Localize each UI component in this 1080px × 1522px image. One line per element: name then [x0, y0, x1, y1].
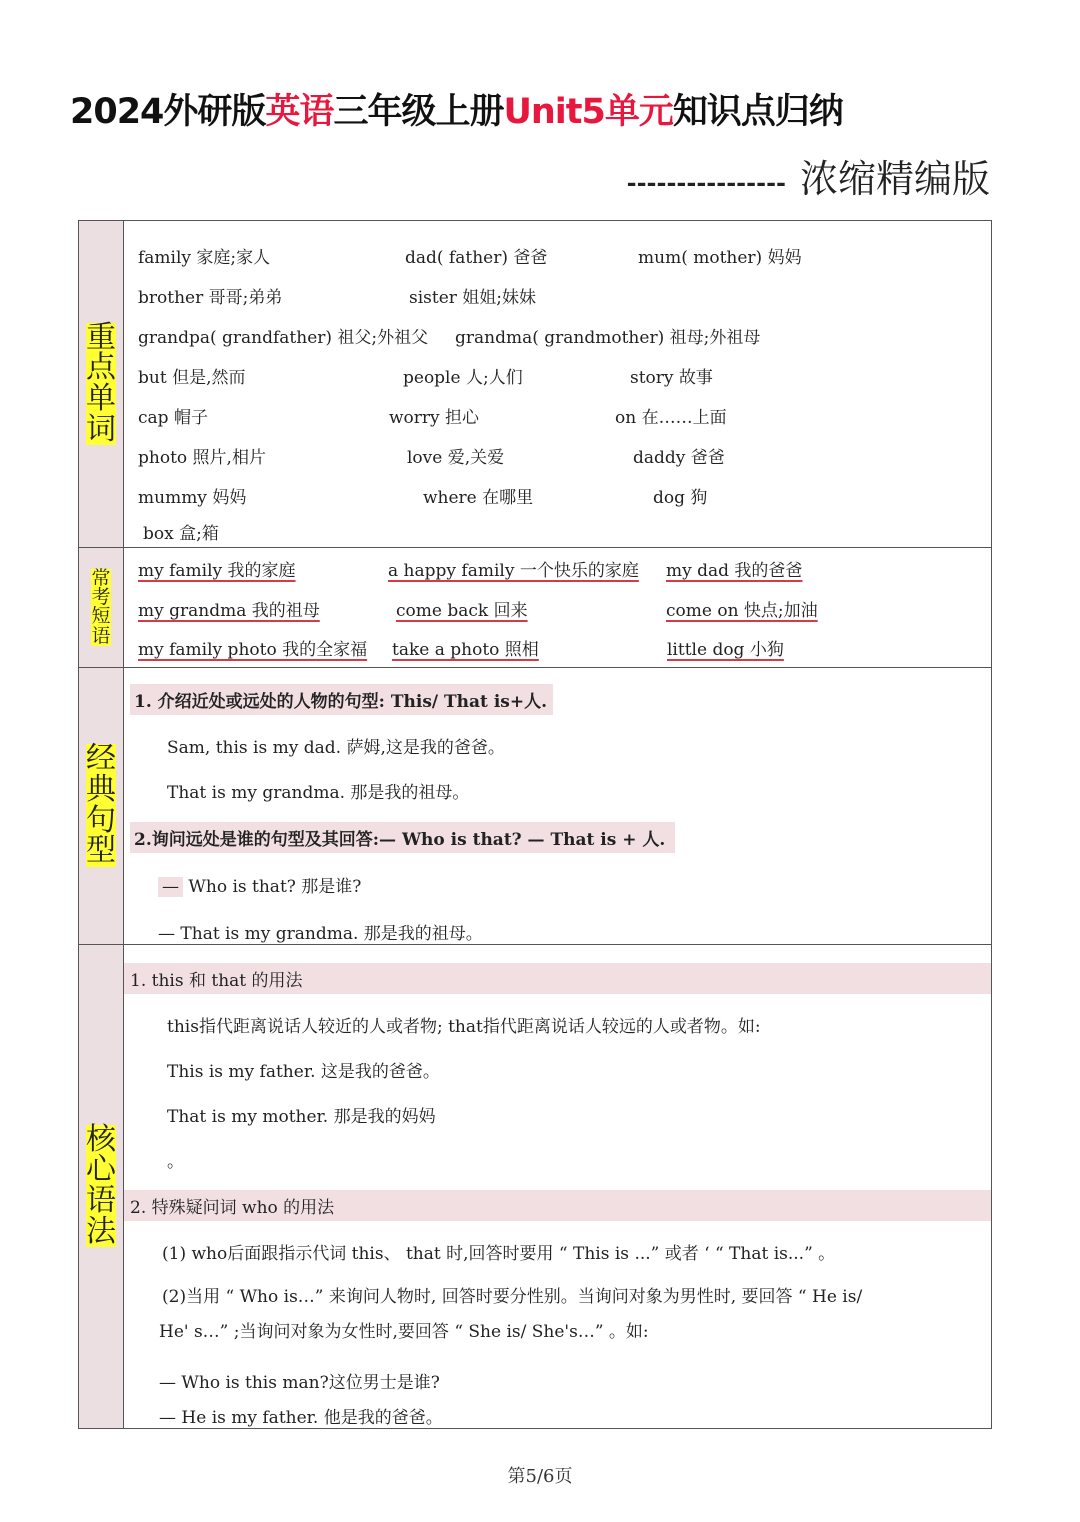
phrase-row: my family 我的家庭 a happy family 一个快乐的家庭 my dad 我的爸爸 — [138, 561, 803, 581]
example-sentence: — That is my grandma. 那是我的祖母。 — [158, 923, 483, 944]
section-classic-sentences — [79, 667, 992, 944]
knowledge-table — [78, 220, 992, 1429]
word-row: mummy 妈妈 where 在哪里 dog 狗 — [138, 488, 708, 508]
word-row: cap 帽子 worry 担心 on 在……上面 — [138, 408, 727, 428]
grammar-heading: 2. 特殊疑问词 who 的用法 — [124, 1190, 991, 1221]
section-label-sentences: 经 典 句 型 — [79, 667, 124, 944]
section-key-words — [79, 221, 992, 548]
grammar-text: this指代距离说话人较近的人或者物; that指代距离说话人较远的人或者物。如: — [167, 1016, 761, 1037]
grammar-text: (1) who后面跟指示代词 this、 that 时,回答时要用 “ This is ...” 或者 ‘ “ That is...” 。 — [162, 1243, 836, 1264]
example-sentence: — Who is that? 那是谁? — [158, 872, 991, 897]
section-core-grammar — [79, 944, 992, 1428]
grammar-content — [124, 944, 992, 1428]
grammar-text: He' s…” ;当询问对象为女性时,要回答 “ She is/ She's…” 。如: — [159, 1321, 649, 1342]
sentences-content — [124, 667, 992, 944]
grammar-text: This is my father. 这是我的爸爸。 — [167, 1061, 440, 1082]
word-row: family 家庭;家人 dad( father) 爸爸 mum( mother) 妈妈 — [138, 248, 802, 268]
word-row: but 但是,然而 people 人;人们 story 故事 — [138, 368, 713, 388]
sentence-heading: 2.询问远处是谁的句型及其回答:— Who is that? — That is + 人. — [130, 822, 675, 853]
phrases-list — [124, 548, 992, 668]
page-subtitle: ---------------- 浓缩精编版 — [626, 157, 990, 201]
grammar-text: — He is my father. 他是我的爸爸。 — [159, 1407, 443, 1428]
phrase-row: my grandma 我的祖母 come back 回来 come on 快点;加油 — [138, 600, 818, 621]
grammar-text: (2)当用 “ Who is…” 来询问人物时, 回答时要分性别。当询问对象为男性时, 要回答 “ He is/ — [162, 1286, 863, 1307]
example-sentence: That is my grandma. 那是我的祖母。 — [167, 782, 470, 803]
grammar-heading: 1. this 和 that 的用法 — [124, 963, 991, 994]
phrase-row: my family photo 我的全家福 take a photo 照相 little dog 小狗 — [138, 640, 784, 660]
page-title: 2024外研版英语三年级上册Unit5单元知识点归纳 — [70, 92, 843, 132]
words-list — [124, 221, 992, 548]
section-common-phrases — [79, 548, 992, 668]
grammar-text: — Who is this man?这位男士是谁? — [159, 1372, 440, 1393]
grammar-text: 。 — [167, 1151, 184, 1172]
word-row: brother 哥哥;弟弟 sister 姐姐;妹妹 — [138, 288, 537, 308]
sentence-heading: 1. 介绍近处或远处的人物的句型: This/ That is+人. — [130, 684, 553, 715]
page-number: 第5/6页 — [507, 1466, 573, 1487]
section-label-words: 重 点 单 词 — [79, 221, 124, 548]
grammar-text: That is my mother. 那是我的妈妈 — [167, 1106, 436, 1127]
word-row: box 盒;箱 — [143, 524, 219, 544]
example-sentence: Sam, this is my dad. 萨姆,这是我的爸爸。 — [167, 737, 505, 758]
word-row: photo 照片,相片 love 爱,关爱 daddy 爸爸 — [138, 448, 725, 468]
word-row: grandpa( grandfather) 祖父;外祖父 grandma( grandmother) 祖母;外祖母 — [138, 328, 761, 348]
section-label-phrases: 常 考 短 语 — [79, 548, 124, 668]
section-label-grammar: 核 心 语 法 — [79, 944, 124, 1428]
